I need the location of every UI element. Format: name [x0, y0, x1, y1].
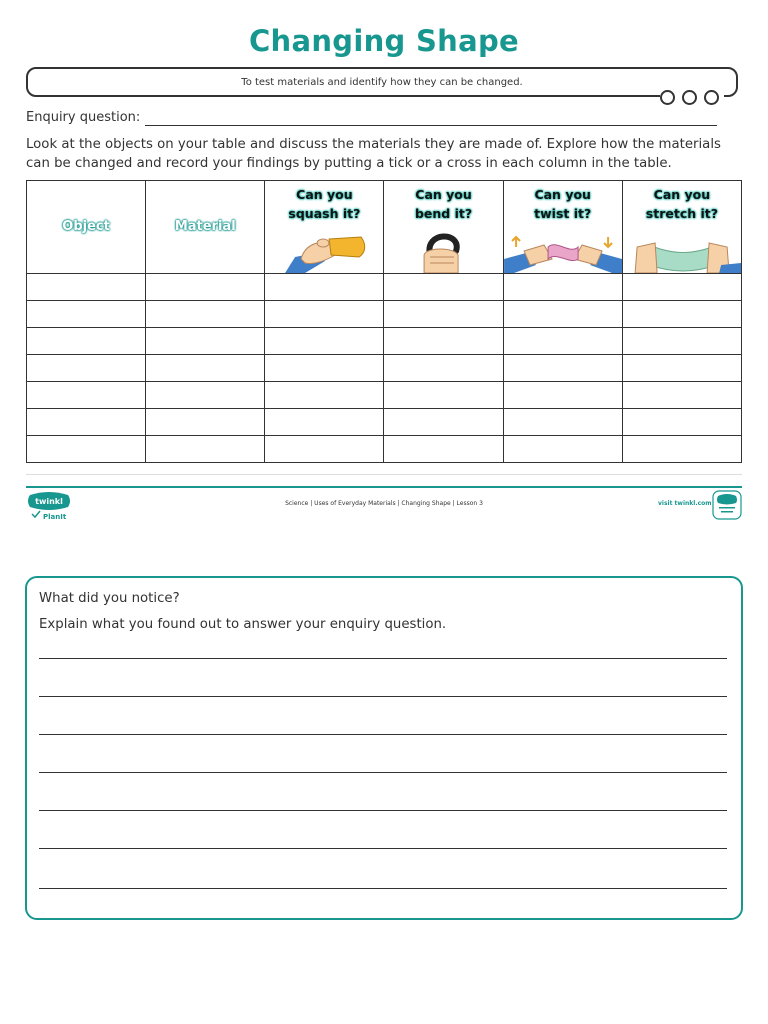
notice-question-1: What did you notice? — [39, 591, 180, 606]
table-row — [27, 436, 742, 463]
table-cell[interactable] — [146, 301, 265, 328]
svg-text:twinkl: twinkl — [35, 497, 63, 506]
table-cell[interactable] — [384, 436, 503, 463]
table-cell[interactable] — [622, 274, 741, 301]
answer-line[interactable] — [39, 810, 727, 811]
notice-question-2: Explain what you found out to answer your enquiry question. — [39, 617, 447, 632]
header-squash — [265, 181, 384, 274]
table-cell[interactable] — [27, 301, 146, 328]
table-row — [27, 274, 742, 301]
learning-objective-banner — [26, 67, 738, 97]
table-cell[interactable] — [265, 436, 384, 463]
header-material — [146, 181, 265, 274]
header-stretch — [622, 181, 741, 274]
table-cell[interactable] — [384, 274, 503, 301]
squash-illustration — [265, 225, 383, 273]
header-twist-label: Can you twist it? — [534, 187, 592, 221]
table-cell[interactable] — [622, 382, 741, 409]
twist-illustration — [504, 225, 622, 273]
table-row — [27, 328, 742, 355]
table-cell[interactable] — [265, 301, 384, 328]
learning-objective-text: To test materials and identify how they can be changed. — [241, 77, 523, 88]
header-bend-label: Can you bend it? — [414, 187, 473, 221]
table-cell[interactable] — [503, 382, 622, 409]
table-header-row — [27, 181, 742, 274]
table-cell[interactable] — [384, 355, 503, 382]
enquiry-question-label: Enquiry question: — [26, 110, 141, 125]
table-cell[interactable] — [503, 409, 622, 436]
table-cell[interactable] — [622, 409, 741, 436]
twinkl-badge-icon — [712, 490, 742, 520]
footer-visit-link[interactable]: visit twinkl.com — [658, 500, 712, 507]
table-cell[interactable] — [27, 274, 146, 301]
table-cell[interactable] — [265, 274, 384, 301]
table-cell[interactable] — [622, 355, 741, 382]
table-row — [27, 409, 742, 436]
table-cell[interactable] — [265, 382, 384, 409]
bend-illustration — [384, 225, 502, 273]
answer-line[interactable] — [39, 658, 727, 659]
header-twist — [503, 181, 622, 274]
table-cell[interactable] — [146, 382, 265, 409]
footer-lesson-info: Science | Uses of Everyday Materials | Changing Shape | Lesson 3 — [285, 500, 483, 507]
table-cell[interactable] — [503, 301, 622, 328]
table-cell[interactable] — [622, 301, 741, 328]
notice-box — [25, 576, 743, 920]
table-row — [27, 301, 742, 328]
header-squash-label: Can you squash it? — [288, 187, 361, 221]
footer-divider — [26, 486, 742, 488]
rings-decoration-icon — [660, 89, 724, 107]
table-cell[interactable] — [384, 328, 503, 355]
table-cell[interactable] — [622, 436, 741, 463]
header-object — [27, 181, 146, 274]
table-cell[interactable] — [146, 409, 265, 436]
results-table — [26, 180, 742, 463]
answer-line[interactable] — [39, 848, 727, 849]
svg-text:PlanIt: PlanIt — [43, 513, 67, 521]
table-cell[interactable] — [622, 328, 741, 355]
page-title: Changing Shape — [248, 24, 520, 58]
stretch-illustration — [623, 225, 741, 273]
table-cell[interactable] — [146, 274, 265, 301]
header-bend — [384, 181, 503, 274]
table-row — [27, 355, 742, 382]
answer-line[interactable] — [39, 696, 727, 697]
table-cell[interactable] — [146, 436, 265, 463]
enquiry-question-answer-line[interactable] — [145, 125, 717, 126]
table-cell[interactable] — [146, 328, 265, 355]
table-cell[interactable] — [27, 409, 146, 436]
table-cell[interactable] — [384, 382, 503, 409]
table-cell[interactable] — [265, 328, 384, 355]
table-cell[interactable] — [265, 409, 384, 436]
header-object-label: Object — [62, 219, 110, 234]
table-row — [27, 382, 742, 409]
table-cell[interactable] — [27, 355, 146, 382]
table-cell[interactable] — [384, 301, 503, 328]
answer-line[interactable] — [39, 734, 727, 735]
disclaimer-text — [26, 466, 742, 475]
table-cell[interactable] — [384, 409, 503, 436]
header-material-label: Material — [174, 219, 236, 234]
instructions-text: Look at the objects on your table and discuss the materials they are made of. Explore how the materials can be changed and record your findings by putting a tick or a cross in each column in the table. — [26, 137, 721, 171]
table-cell[interactable] — [27, 382, 146, 409]
table-cell[interactable] — [27, 328, 146, 355]
table-cell[interactable] — [503, 274, 622, 301]
table-cell[interactable] — [503, 436, 622, 463]
table-cell[interactable] — [27, 436, 146, 463]
table-cell[interactable] — [146, 355, 265, 382]
table-cell[interactable] — [503, 355, 622, 382]
answer-line[interactable] — [39, 772, 727, 773]
answer-line[interactable] — [39, 888, 727, 889]
table-cell[interactable] — [503, 328, 622, 355]
table-cell[interactable] — [265, 355, 384, 382]
table-body — [27, 274, 742, 463]
header-stretch-label: Can you stretch it? — [645, 187, 718, 221]
